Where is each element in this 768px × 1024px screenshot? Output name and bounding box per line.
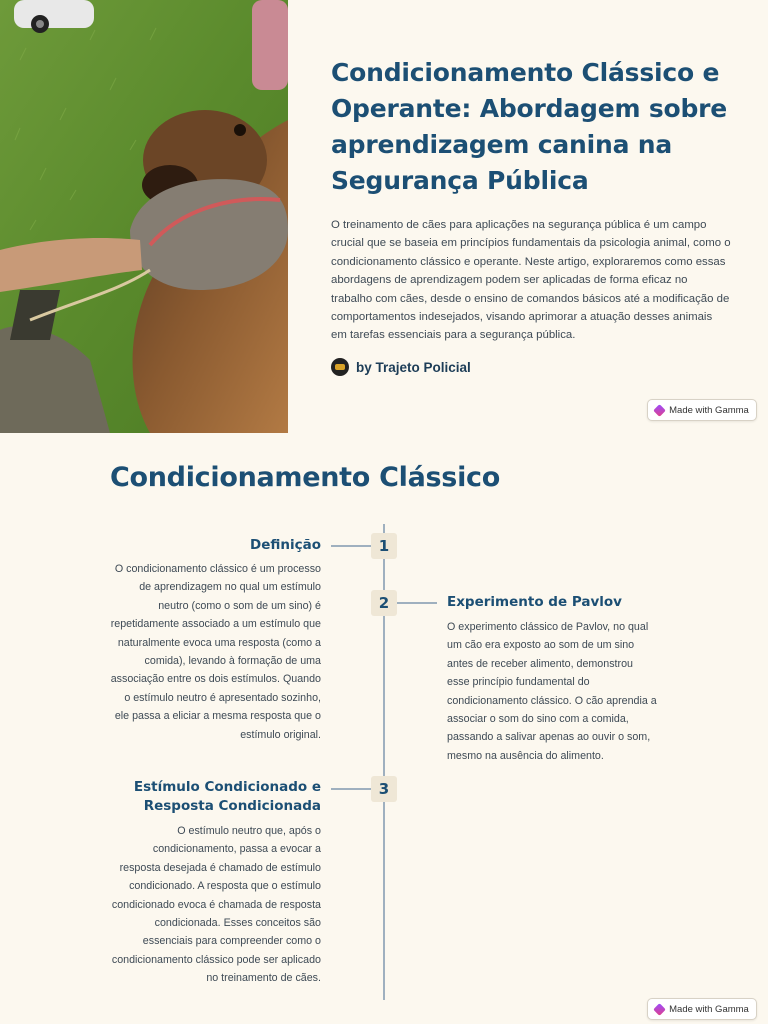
page-title: Condicionamento Clássico e Operante: Abordagem sobre aprendizagem canina na Segurança Pública bbox=[331, 58, 728, 195]
author-byline[interactable] bbox=[331, 358, 471, 376]
intro-paragraph: O treinamento de cães para aplicações na segurança pública é um campo crucial que se baseia em princípios fundamentais da psicologia animal, como o condicionamento clássico e operante. Neste artigo, exploraremos como essas abordagens de aprendizagem podem ser aplicadas de forma eficaz no trabalho com cães, desde o ensino de comandos básicos até a modificação de comportamentos indesejados, visando aprimorar a atuação desses animais em tarefas essenciais para a segurança pública. bbox=[331, 219, 731, 342]
made-with-gamma-button[interactable] bbox=[647, 399, 757, 421]
gamma-badge-label: Made with Gamma bbox=[669, 404, 749, 416]
item-title-definicao: Definição bbox=[250, 537, 321, 553]
item-text-pavlov: O experimento clássico de Pavlov, no qual um cão era exposto ao som de um sino antes de receber alimento, demonstrou esse princípio fundamental do condicionamento clássico. O cão aprendia a associar o som do sino com a comida, passando a salivar apenas ao ouvir o som, mesmo na ausência do alimento. bbox=[447, 621, 657, 762]
item-title-estimulo: Estímulo Condicionado e Resposta Condicionada bbox=[133, 779, 321, 814]
made-with-gamma-button[interactable] bbox=[647, 998, 757, 1020]
author-name: by Trajeto Policial bbox=[356, 359, 471, 375]
timeline-connector bbox=[331, 545, 371, 547]
gamma-logo-icon bbox=[653, 404, 666, 417]
timeline-step-2: 2 bbox=[371, 590, 397, 616]
section-title: Condicionamento Clássico bbox=[110, 462, 500, 493]
hero-photo bbox=[0, 0, 288, 433]
item-title-pavlov: Experimento de Pavlov bbox=[447, 594, 622, 610]
badge-icon bbox=[335, 364, 345, 370]
timeline-step-3: 3 bbox=[371, 776, 397, 802]
timeline-connector bbox=[397, 602, 437, 604]
gamma-badge-label: Made with Gamma bbox=[669, 1003, 749, 1015]
dog-training-image bbox=[0, 0, 288, 433]
gamma-logo-icon bbox=[653, 1003, 666, 1016]
item-text-definicao: O condicionamento clássico é um processo de aprendizagem no qual um estímulo neutro (como o som de um sino) é repetidamente associado a um estímulo que naturalmente evoca uma resposta (como a comida), levando à formação de uma associação entre os dois estímulos. Quando o estímulo neutro é apresentado sozinho, ele passa a eliciar a mesma resposta que o estímulo original. bbox=[110, 563, 321, 741]
timeline-connector bbox=[331, 788, 371, 790]
item-text-estimulo: O estímulo neutro que, após o condicionamento, passa a evocar a resposta desejada é chamado de estímulo condicionado. A resposta que o estímulo condicionado evoca é chamada de resposta condicionada. Esses conceitos são essenciais para compreender como o condicionamento clássico pode ser aplicado no treinamento de cães. bbox=[111, 825, 321, 985]
timeline-step-1: 1 bbox=[371, 533, 397, 559]
author-avatar bbox=[331, 358, 349, 376]
